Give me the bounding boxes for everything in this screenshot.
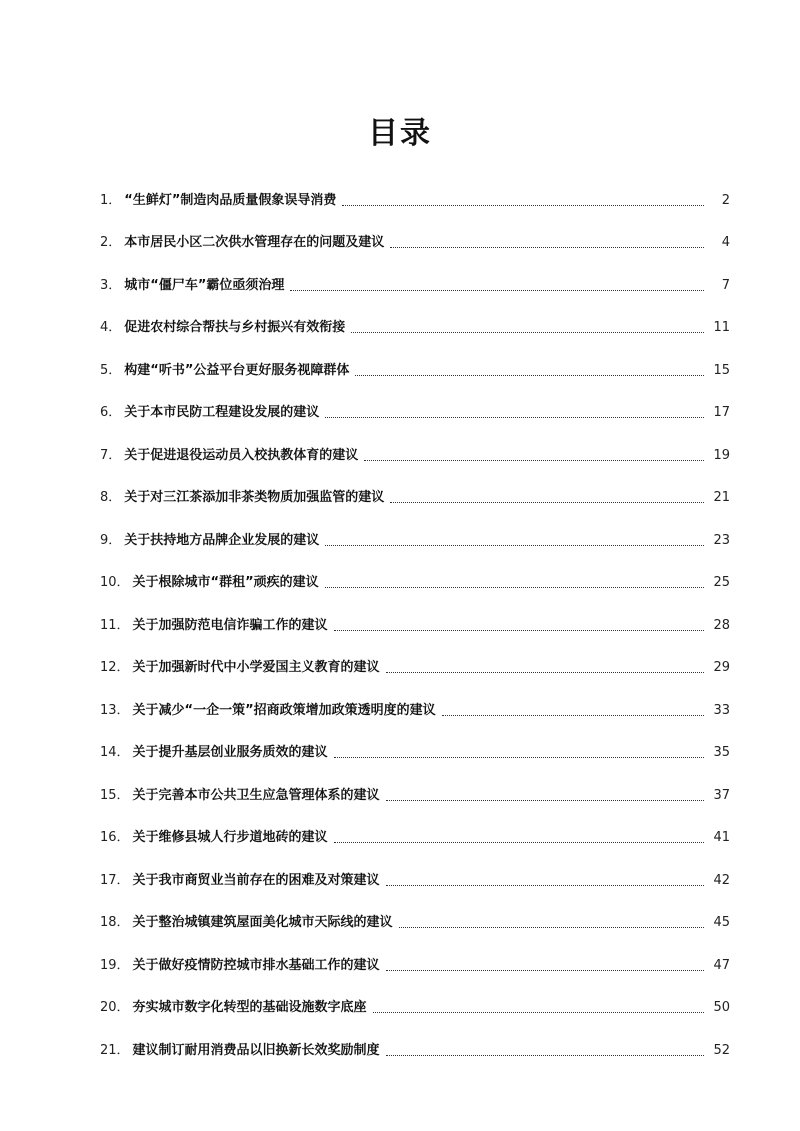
- toc-entry[interactable]: [100, 294, 730, 337]
- toc-entry-title[interactable]: 关于加强新时代中小学爱国主义教育的建议: [132, 660, 380, 675]
- dot-leader: [373, 1012, 704, 1013]
- dot-leader: [351, 332, 704, 333]
- toc-entry-page-number: 45: [713, 915, 730, 930]
- toc-entry[interactable]: [100, 336, 730, 379]
- toc-entry[interactable]: [100, 506, 730, 549]
- toc-entry-number: 21．: [100, 1042, 130, 1058]
- toc-entry-page-number: 25: [713, 575, 730, 590]
- toc-entry-title[interactable]: 关于加强防范电信诈骗工作的建议: [132, 617, 328, 633]
- toc-entry[interactable]: [100, 889, 730, 932]
- toc-entry-number: 10．: [100, 575, 130, 590]
- toc-entry-page-number: 2: [721, 192, 730, 208]
- toc-entry-title[interactable]: 本市居民小区二次供水管理存在的问题及建议: [124, 235, 385, 250]
- toc-entry-number: 5．: [100, 362, 122, 378]
- toc-entry-number: 11．: [100, 617, 130, 633]
- toc-entry-title[interactable]: 关于维修县城人行步道地砖的建议: [132, 830, 328, 845]
- toc-entry-title[interactable]: 关于扶持地方品牌企业发展的建议: [124, 532, 320, 548]
- toc-entry[interactable]: [100, 549, 730, 592]
- toc-entry-page-number: 37: [713, 787, 730, 803]
- toc-entry-page-number: 41: [713, 830, 730, 845]
- dot-leader: [386, 800, 704, 801]
- toc-entry[interactable]: [100, 846, 730, 889]
- toc-entry-number: 13．: [100, 702, 130, 718]
- toc-entry-title[interactable]: 城市“僵尸车”霸位亟须治理: [124, 277, 285, 293]
- toc-entry-number: 14．: [100, 745, 130, 760]
- dot-leader: [290, 290, 704, 291]
- toc-entry-title[interactable]: 关于完善本市公共卫生应急管理体系的建议: [132, 787, 380, 803]
- toc-entry-title[interactable]: 构建“听书”公益平台更好服务视障群体: [124, 362, 350, 378]
- toc-entry[interactable]: [100, 591, 730, 634]
- toc-entry[interactable]: [100, 719, 730, 762]
- toc-entry[interactable]: [100, 209, 730, 252]
- dot-leader: [386, 1055, 704, 1056]
- toc-entry-page-number: 33: [713, 702, 730, 718]
- toc-entry-page-number: 15: [713, 362, 730, 378]
- toc-entry[interactable]: [100, 974, 730, 1017]
- dot-leader: [355, 375, 704, 376]
- dot-leader: [390, 502, 704, 503]
- toc-entry[interactable]: [100, 379, 730, 422]
- toc-entry-page-number: 28: [713, 617, 730, 633]
- toc-entry-number: 6．: [100, 405, 122, 420]
- toc-entry-number: 15．: [100, 787, 130, 803]
- toc-entry[interactable]: [100, 1016, 730, 1059]
- toc-entry-number: 1．: [100, 192, 122, 208]
- dot-leader: [399, 927, 704, 928]
- toc-entry-number: 3．: [100, 277, 122, 293]
- table-of-contents: [100, 166, 730, 1059]
- toc-entry[interactable]: [100, 166, 730, 209]
- dot-leader: [364, 460, 704, 461]
- toc-entry-number: 16．: [100, 830, 130, 845]
- dot-leader: [386, 885, 704, 886]
- toc-entry[interactable]: [100, 634, 730, 677]
- dot-leader: [442, 715, 704, 716]
- dot-leader: [334, 630, 704, 631]
- toc-entry-page-number: 4: [721, 235, 730, 250]
- toc-entry-page-number: 42: [713, 872, 730, 888]
- dot-leader: [334, 842, 704, 843]
- toc-entry-title[interactable]: 关于根除城市“群租”顽疾的建议: [132, 575, 319, 590]
- toc-entry-page-number: 52: [713, 1042, 730, 1058]
- toc-entry-page-number: 19: [713, 447, 730, 463]
- dot-leader: [386, 672, 704, 673]
- toc-entry-title[interactable]: “生鲜灯”制造肉品质量假象误导消费: [124, 192, 337, 208]
- toc-entry-page-number: 11: [713, 320, 730, 335]
- toc-entry-page-number: 29: [713, 660, 730, 675]
- toc-entry-title[interactable]: 关于对三江茶添加非茶类物质加强监管的建议: [124, 490, 385, 505]
- toc-entry-number: 19．: [100, 957, 130, 973]
- toc-entry-title[interactable]: 关于整治城镇建筑屋面美化城市天际线的建议: [132, 915, 393, 930]
- toc-entry-title[interactable]: 关于提升基层创业服务质效的建议: [132, 745, 328, 760]
- toc-entry-number: 18．: [100, 915, 130, 930]
- toc-entry[interactable]: [100, 464, 730, 507]
- dot-leader: [390, 247, 704, 248]
- toc-entry-page-number: 47: [713, 957, 730, 973]
- toc-entry-number: 17．: [100, 872, 130, 888]
- dot-leader: [386, 970, 704, 971]
- toc-entry-page-number: 7: [721, 277, 730, 293]
- toc-entry-title[interactable]: 建议制订耐用消费品以旧换新长效奖励制度: [132, 1042, 380, 1058]
- dot-leader: [325, 587, 704, 588]
- toc-entry-page-number: 50: [713, 1000, 730, 1015]
- toc-entry[interactable]: [100, 676, 730, 719]
- toc-entry-number: 20．: [100, 1000, 130, 1015]
- dot-leader: [334, 757, 704, 758]
- toc-entry[interactable]: [100, 931, 730, 974]
- toc-entry[interactable]: [100, 421, 730, 464]
- dot-leader: [325, 545, 704, 546]
- toc-entry-title[interactable]: 关于减少“一企一策”招商政策增加政策透明度的建议: [132, 702, 436, 718]
- toc-entry-number: 7．: [100, 447, 122, 463]
- toc-entry-title[interactable]: 关于我市商贸业当前存在的困难及对策建议: [132, 872, 380, 888]
- toc-entry-number: 8．: [100, 490, 122, 505]
- toc-entry-number: 9．: [100, 532, 122, 548]
- toc-entry-title[interactable]: 夯实城市数字化转型的基础设施数字底座: [132, 1000, 367, 1015]
- toc-entry[interactable]: [100, 761, 730, 804]
- toc-entry[interactable]: [100, 804, 730, 847]
- toc-entry-title[interactable]: 关于促进退役运动员入校执教体育的建议: [124, 447, 359, 463]
- dot-leader: [325, 417, 704, 418]
- toc-entry-number: 12．: [100, 660, 130, 675]
- toc-entry-title[interactable]: 关于做好疫情防控城市排水基础工作的建议: [132, 957, 380, 973]
- toc-entry-number: 2．: [100, 235, 122, 250]
- toc-entry-page-number: 35: [713, 745, 730, 760]
- toc-entry[interactable]: [100, 251, 730, 294]
- toc-entry-title[interactable]: 促进农村综合帮扶与乡村振兴有效衔接: [124, 320, 346, 335]
- page-title: 目录: [368, 116, 432, 151]
- dot-leader: [342, 205, 704, 206]
- toc-entry-number: 4．: [100, 320, 122, 335]
- toc-entry-page-number: 17: [713, 405, 730, 420]
- toc-entry-page-number: 23: [713, 532, 730, 548]
- toc-entry-page-number: 21: [713, 490, 730, 505]
- toc-entry-title[interactable]: 关于本市民防工程建设发展的建议: [124, 405, 320, 420]
